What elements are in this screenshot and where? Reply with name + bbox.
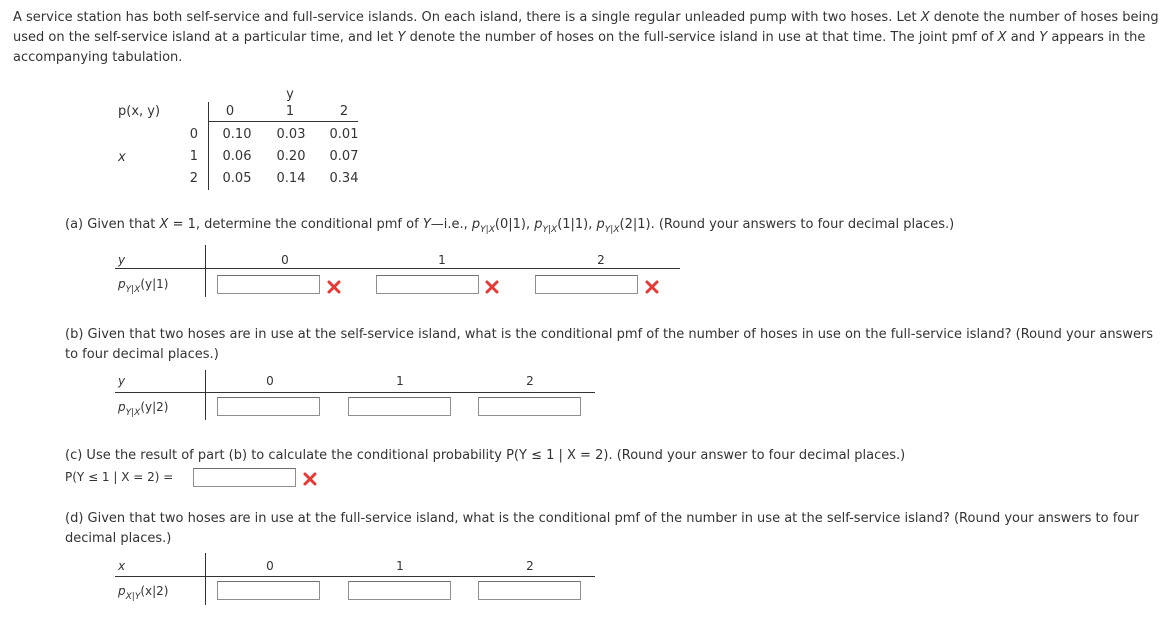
table-divider <box>205 553 206 605</box>
answer-input-a-0[interactable] <box>217 275 320 294</box>
table-cell: 0.20 <box>276 149 306 164</box>
table-divider <box>115 268 680 269</box>
row-label <box>118 584 168 602</box>
table-divider <box>115 576 595 577</box>
col-header: 2 <box>597 253 605 267</box>
answer-input-b-1[interactable] <box>348 397 451 416</box>
table-cell: 0.14 <box>276 171 306 186</box>
col-header: 0 <box>266 374 274 388</box>
question-text: = 1, determine the conditional pmf of <box>168 217 423 232</box>
problem-intro <box>13 8 1163 68</box>
pmf-subscript: Y|X <box>604 225 620 235</box>
table-cell: 0.34 <box>329 171 359 186</box>
table-divider <box>115 392 595 393</box>
intro-text: A service station has both self-service and full-service islands. On each island, there is a single regular unleaded pump with two hoses. Let <box>13 10 921 25</box>
pmf-subscript: Y|X <box>542 225 558 235</box>
intro-text: denote the number of hoses on the full-service island in use at that time. The joint pmf of <box>405 30 998 45</box>
x-mark-icon <box>327 280 341 294</box>
answer-input-d-2[interactable] <box>478 581 581 600</box>
pmf-args: (y|1) <box>140 277 169 291</box>
table-divider <box>208 121 358 122</box>
intro-var-x: X <box>997 30 1007 45</box>
pmf-symbol: p <box>118 400 126 414</box>
pmf-subscript: Y|X <box>125 285 141 295</box>
x-mark-icon <box>485 280 499 294</box>
intro-var-x: X <box>920 10 930 25</box>
intro-text: denote the number of hoses being used on the self-service island at a particular time, and let <box>13 10 1159 45</box>
col-header: 2 <box>339 104 349 119</box>
row-var: y <box>118 253 126 267</box>
col-header: 2 <box>526 374 534 388</box>
answer-input-a-1[interactable] <box>376 275 479 294</box>
part-c-question <box>65 448 905 463</box>
row-label <box>118 400 168 418</box>
answer-input-d-0[interactable] <box>217 581 320 600</box>
question-text: . (Round your answer to four decimal places.) <box>608 448 906 463</box>
question-text: —i.e., <box>430 217 472 232</box>
intro-text: and <box>1006 30 1040 45</box>
question-text: (0|1), <box>494 217 535 232</box>
pmf-symbol: p <box>118 584 126 598</box>
pmf-args: (y|2) <box>140 400 169 414</box>
question-text: (2|1). <box>619 217 659 232</box>
col-header: 0 <box>266 559 274 573</box>
question-text: (a) Given that <box>65 217 160 232</box>
table-divider <box>205 370 206 420</box>
pmf-symbol: p <box>596 217 605 232</box>
col-header: 1 <box>396 374 404 388</box>
row-header: 2 <box>189 171 198 186</box>
answer-input-b-2[interactable] <box>478 397 581 416</box>
answer-input-b-0[interactable] <box>217 397 320 416</box>
question-text: (1|1), <box>557 217 597 232</box>
var-y: Y <box>422 217 431 232</box>
pmf-symbol: p <box>534 217 543 232</box>
col-header: 0 <box>281 253 289 267</box>
table-cell: 0.10 <box>222 127 252 142</box>
col-header: 0 <box>225 104 235 119</box>
table-cell: 0.03 <box>276 127 306 142</box>
part-b-question: (b) Given that two hoses are in use at the self-service island, what is the conditional pmf of the number of hoses in use on the full-service island? (Round your answers to four decimal places.) <box>65 327 1154 362</box>
part-a-question <box>65 217 954 235</box>
x-mark-icon <box>303 472 317 486</box>
part-d-question: (d) Given that two hoses are in use at the full-service island, what is the conditional pmf of the number in use at the self-service island? (Round your answers to four decimal places.) <box>65 511 1139 546</box>
col-header: 2 <box>526 559 534 573</box>
table-cell: 0.07 <box>329 149 359 164</box>
col-header: 1 <box>396 559 404 573</box>
intro-var-y: Y <box>397 30 406 45</box>
table-divider <box>205 245 206 297</box>
part-c-label: P(Y ≤ 1 | X = 2) = <box>65 470 174 484</box>
question-text: (Round your answers to four decimal places.) <box>658 217 955 232</box>
row-var-x: x <box>118 150 126 165</box>
x-mark-icon <box>645 280 659 294</box>
pmf-subscript: Y|X <box>480 225 495 235</box>
row-header: 1 <box>189 149 198 164</box>
pmf-subscript: X|Y <box>125 592 141 602</box>
table-cell: 0.01 <box>329 127 359 142</box>
intro-text: appears in the accompanying tabulation. <box>13 30 1146 65</box>
answer-input-d-1[interactable] <box>348 581 451 600</box>
table-cell: 0.05 <box>222 171 252 186</box>
intro-var-y: Y <box>1039 30 1048 45</box>
answer-input-a-2[interactable] <box>535 275 638 294</box>
var-x: X <box>159 217 169 232</box>
row-var: x <box>118 559 126 573</box>
row-label <box>118 277 168 295</box>
col-var-y: y <box>286 87 294 102</box>
pmf-args: (x|2) <box>140 584 169 598</box>
corner-label: p(x, y) <box>118 104 161 119</box>
question-text: (c) Use the result of part (b) to calculate the conditional probability <box>65 448 507 463</box>
pmf-subscript: Y|X <box>125 408 141 418</box>
table-divider <box>208 102 209 190</box>
row-var: y <box>118 374 126 388</box>
probability-expression: P(Y ≤ 1 | X = 2) <box>506 448 609 463</box>
col-header: 1 <box>438 253 446 267</box>
answer-input-c[interactable] <box>193 468 296 487</box>
table-cell: 0.06 <box>222 149 252 164</box>
pmf-symbol: p <box>471 217 481 232</box>
row-header: 0 <box>189 127 198 142</box>
col-header: 1 <box>285 104 295 119</box>
pmf-symbol: p <box>118 277 126 291</box>
